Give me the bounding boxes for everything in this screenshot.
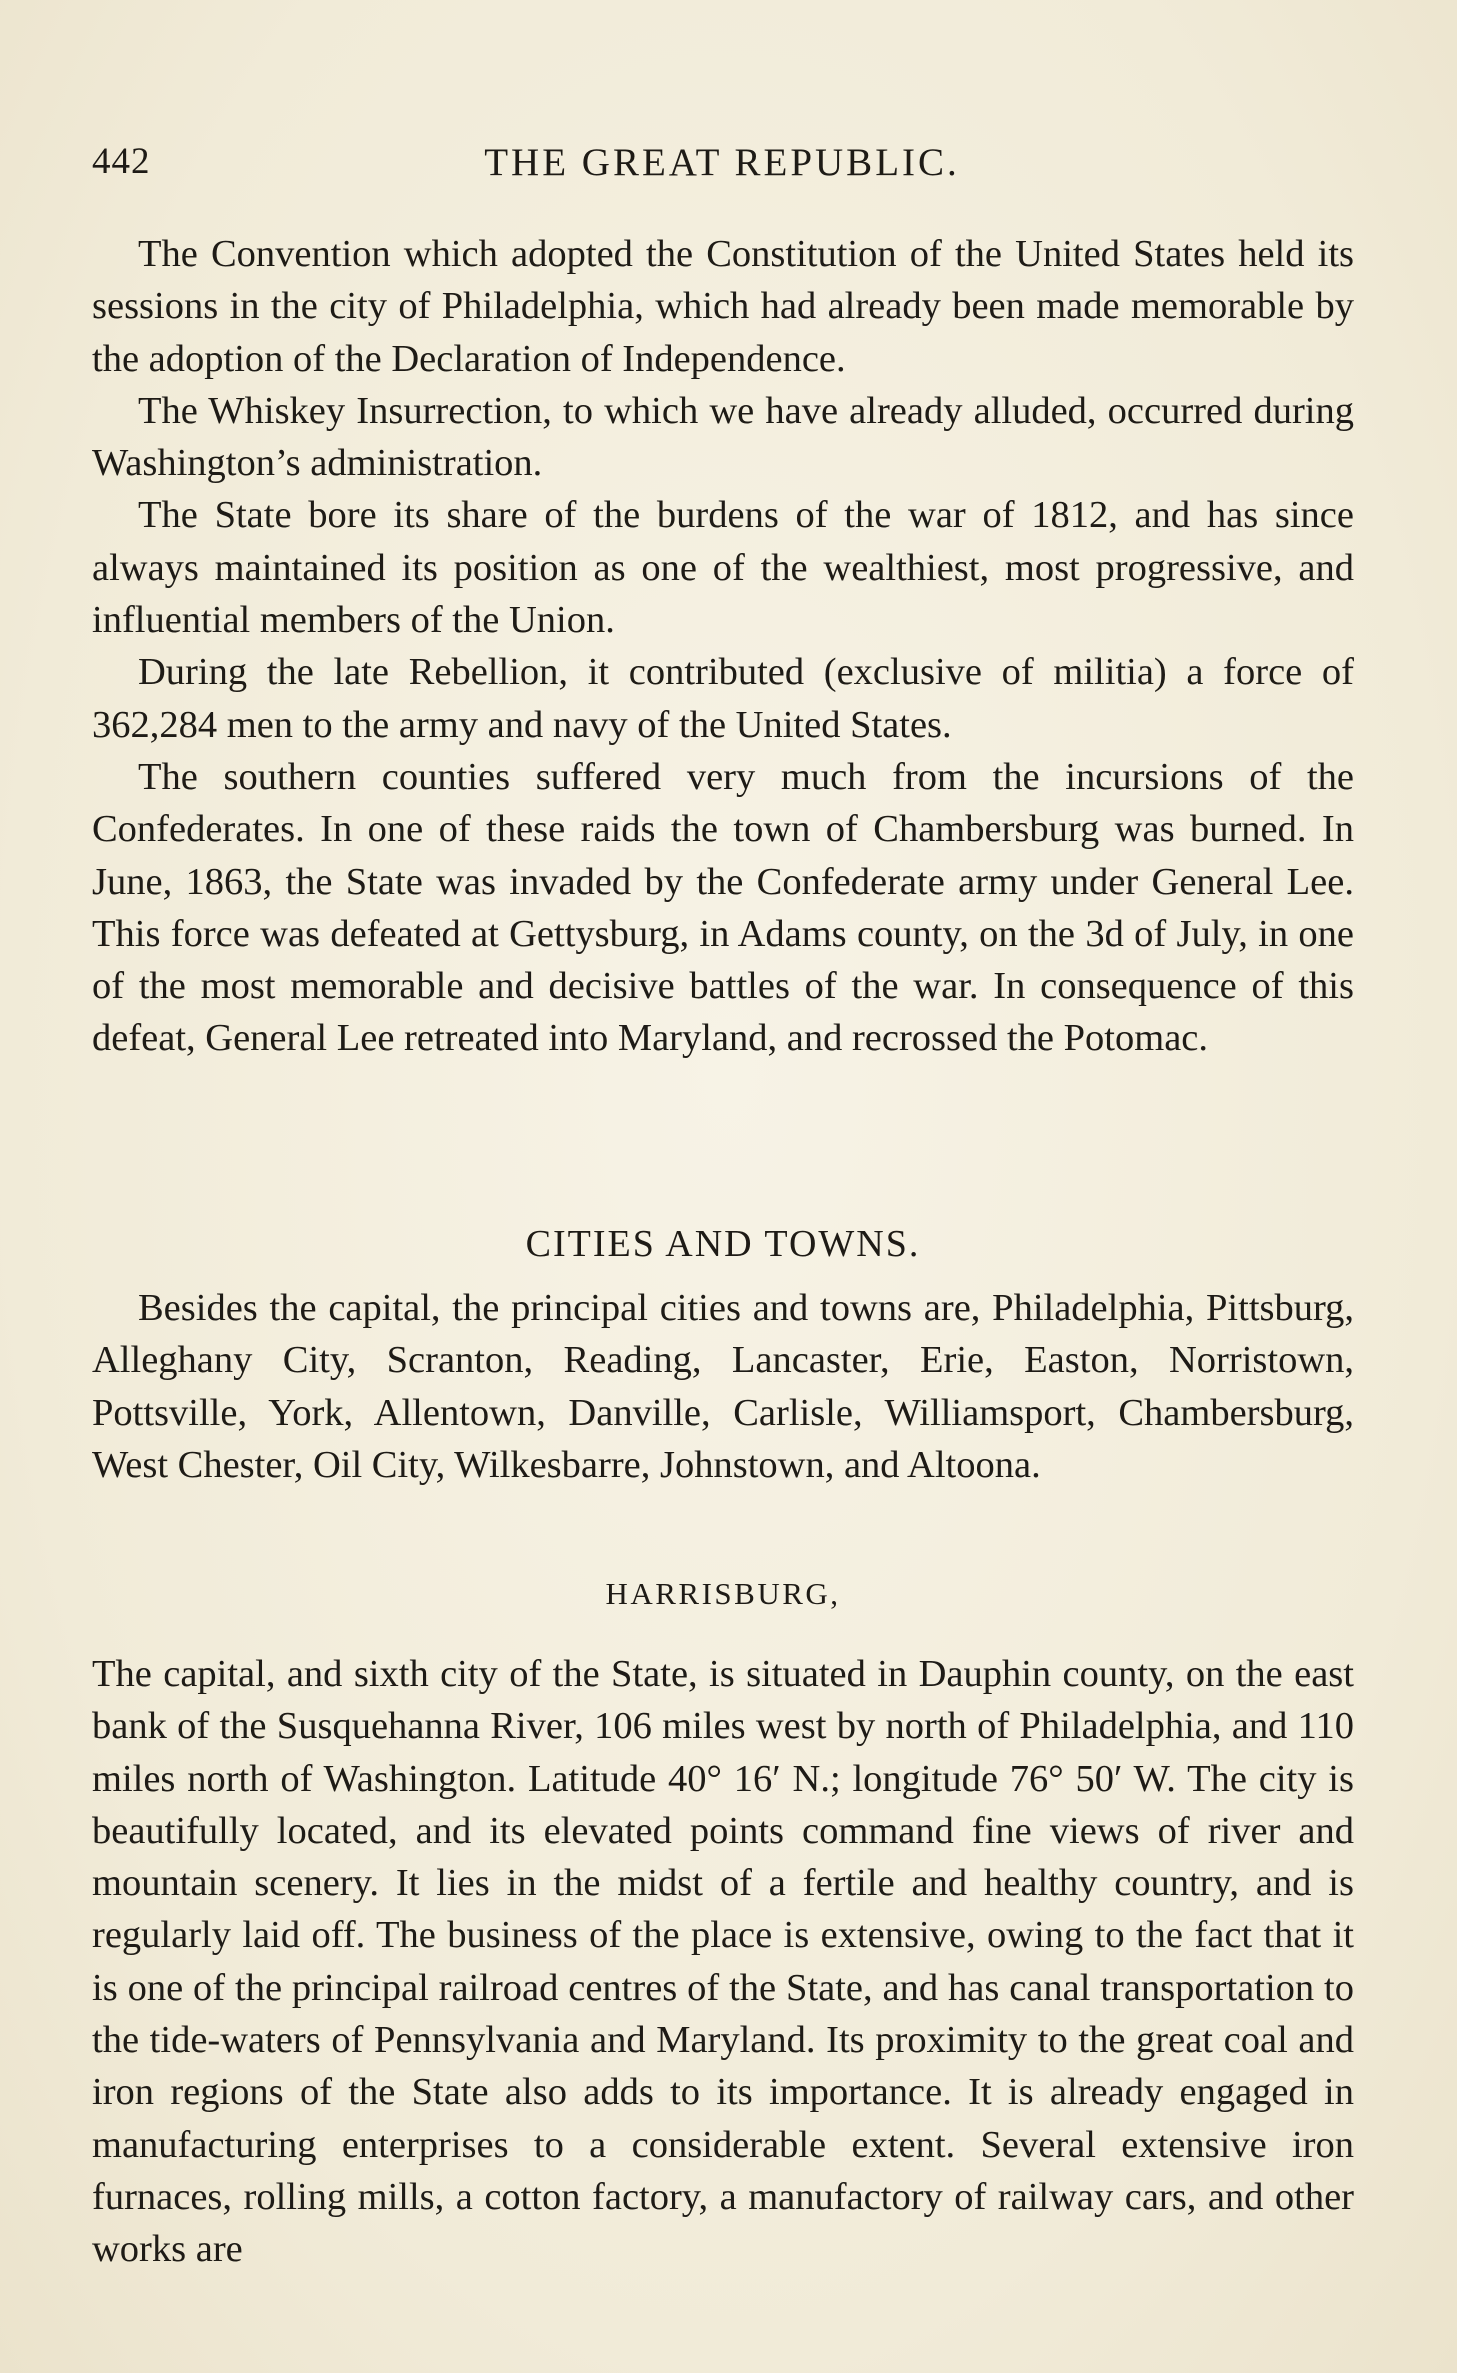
sub-heading-harrisburg: HARRISBURG, — [605, 1576, 841, 1611]
history-text-block — [92, 228, 1354, 1065]
paragraph-convention: The Convention which adopted the Constitution of the United States held its sessions in the city of Philadelphia, which had already been made memorable by the adoption of the Declaration of Independence. — [92, 233, 1354, 380]
page-number: 442 — [92, 141, 151, 182]
paragraph-harrisburg: The capital, and sixth city of the State, is situated in Dauphin county, on the east bank of the Susquehanna River, 106 miles west by north of Philadelphia, and 110 miles north of Washington. Latitude 40° 16′ N.; longitude 76° 50′ W. The city is beautifully located, and its elevated points command fine views of river and mountain scenery. It lies in the midst of a fertile and healthy country, and is regularly laid off. The business of the place is extensive, owing to the fact that it is one of the principal railroad centres of the State, and has canal transportation to the tide-waters of Pennsylvania and Maryland. Its proximity to the great coal and iron regions of the State also adds to its importance. It is already engaged in manufacturing enterprises to a considerable extent. Several extensive iron furnaces, rolling mills, a cotton factory, a manufactory of railway cars, and other works are — [92, 1653, 1354, 2271]
paragraph-cities-list: Besides the capital, the principal cities and towns are, Philadelphia, Pittsburg, Alleghany City, Scranton, Reading, Lancaster, Erie, Easton, Norristown, Pottsville, York, Allentown, Danville, Carlisle, Williamsport, Chambersburg, West Chester, Oil City, Wilkesbarre, Johnstown, and Altoona. — [92, 1287, 1354, 1486]
paragraph-southern-counties: The southern counties suffered very much from the incursions of the Confederates. In one of these raids the town of Chambersburg was burned. In June, 1863, the State was invaded by the Confederate army under General Lee. This force was defeated at Gettysburg, in Adams county, on the 3d of July, in one of the most memorable and decisive battles of the war. In consequence of this defeat, General Lee retreated into Maryland, and recrossed the Potomac. — [92, 755, 1354, 1060]
paragraph-whiskey-insurrection: The Whiskey Insurrection, to which we have already alluded, occurred during Washington’s administration. — [92, 389, 1354, 485]
running-title: THE GREAT REPUBLIC. — [484, 141, 960, 184]
paragraph-rebellion: During the late Rebellion, it contributed (exclusive of militia) a force of 362,284 men to the army and navy of the United States. — [92, 651, 1354, 746]
paragraph-war-of-1812: The State bore its share of the burdens of the war of 1812, and has since always maintained its position as one of the wealthiest, most progressive, and influential members of the Union. — [92, 494, 1354, 642]
page-header — [92, 140, 1352, 200]
harrisburg-text-block — [92, 1648, 1354, 2276]
cities-text-block — [92, 1282, 1354, 1491]
section-heading-cities-and-towns: CITIES AND TOWNS. — [525, 1223, 921, 1265]
